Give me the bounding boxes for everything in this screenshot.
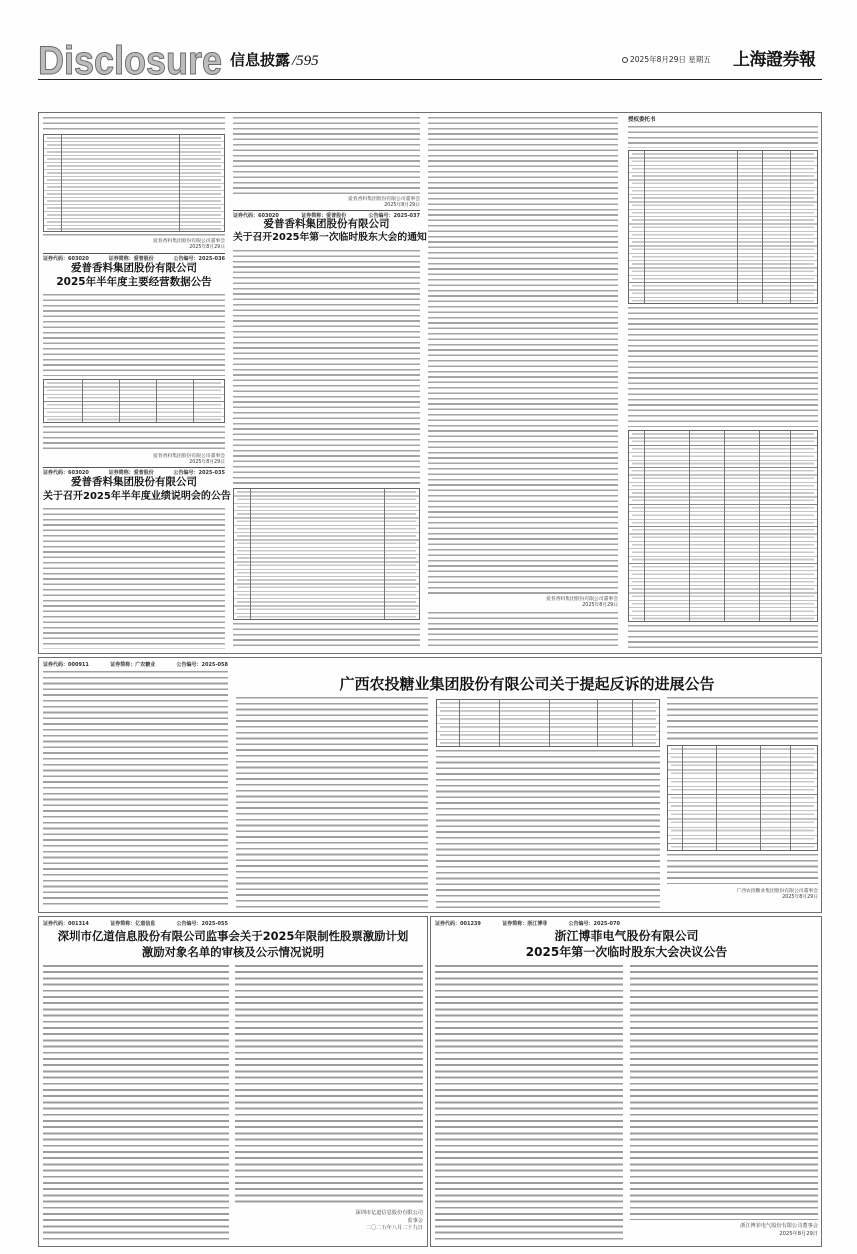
table-column-line [644,151,645,303]
table-column-line [790,151,791,303]
announcement-divider [233,210,420,211]
table-column-line [193,380,194,422]
signature [233,197,420,209]
announcement-title: 关于召开2025年第一次临时股东大会的通知 [233,232,427,243]
signature-date: 2025年8月29日 [779,1230,818,1237]
masthead-rule [38,79,822,80]
table-column-line [82,380,83,422]
signature-board: 浙江博菲电气股份有限公司董事会 [740,1223,818,1229]
table-column-line [499,700,500,746]
body-text [436,750,660,908]
issue-date [622,55,711,65]
body-text [435,965,623,1243]
table-column-line [250,489,251,619]
table-column-line [737,151,738,303]
signature-board: 广西农投糖业集团股份有限公司董事会 [736,889,818,894]
data-table [436,699,660,747]
notice-number: 公告编号：2025-036 [173,256,225,262]
announcement-company: 爱普香料集团股份有限公司 [71,262,197,274]
signature [43,239,225,251]
announcement-title: 关于召开2025年半年度业绩说明会的公告 [43,491,231,502]
data-table [667,745,818,851]
body-text [233,250,420,486]
stock-short-name: 证券简称：爱普股份 [108,470,154,476]
announcement-divider [43,253,225,254]
signature [667,889,818,901]
signature-board: 监事会 [407,1217,423,1224]
notice-number: 公告编号：2025-037 [368,213,420,219]
body-text [43,508,225,649]
stock-code: 证券代码：603020 [43,470,89,476]
signature-board: 爱普香料集团股份有限公司董事会 [153,239,225,244]
stock-code: 证券代码：001314 [43,921,89,927]
section-title [230,51,319,70]
signature-date: 2025年8月29日 [189,245,225,251]
body-text [628,126,818,148]
body-text [628,307,818,427]
issue-date-text: 2025年8月29日 星期五 [630,55,711,64]
signature-board: 爱普香料集团股份有限公司董事会 [348,197,420,202]
stock-short-name: 证券简称：浙江博菲 [502,921,548,927]
signature-board: 爱普香料集团股份有限公司董事会 [546,597,618,602]
body-text [43,117,225,132]
body-text [630,965,818,1220]
table-column-line [156,380,157,422]
body-text [235,965,423,1207]
body-text [233,623,420,649]
notice-number: 公告编号：2025-070 [568,921,620,927]
stock-code: 证券代码：603020 [43,256,89,262]
body-text [236,697,428,908]
announcement-company: 爱普香料集团股份有限公司 [71,476,197,488]
stock-short-name: 证券简称：广农糖业 [110,662,156,668]
announcement-title: 广西农投糖业集团股份有限公司关于提起反诉的进展公告 [339,675,715,693]
body-text [628,625,818,649]
table-column-line [119,380,120,422]
proxy-form-title: 授权委托书 [628,117,656,123]
table-column-line [459,700,460,746]
table-column-line [790,431,791,621]
stock-short-name: 证券简称：亿道信息 [110,921,156,927]
signature-date: 2025年8月29日 [582,603,618,609]
body-text [43,294,225,376]
table-column-line [61,135,62,231]
stock-code: 证券代码：603020 [233,213,279,219]
table-column-line [549,700,550,746]
table-column-line [724,431,725,621]
data-table [43,134,225,232]
announcement-title-line1: 深圳市亿道信息股份有限公司监事会关于2025年限制性股票激励计划 [57,929,409,943]
table-column-line [760,746,761,850]
data-table [628,150,818,304]
table-column-line [790,746,791,850]
table-column-line [716,746,717,850]
disclosure-logo: Disclosure [38,39,223,83]
date-bullet-icon [622,57,628,63]
signature-date: 二〇二五年八月二十九日 [365,1225,423,1231]
notice-number: 公告编号：2025-058 [176,662,228,668]
stock-code-line [43,921,228,927]
announcement-title-line2: 激励对象名单的审核及公示情况说明 [141,945,325,959]
announcement-title: 2025年半年度主要经营数据公告 [56,276,212,288]
body-text [43,965,229,1243]
data-table [628,430,818,622]
announcement-divider [43,467,225,468]
signature [630,1223,818,1238]
body-text [667,697,818,742]
body-text [428,612,618,649]
data-table [43,379,225,423]
body-text [43,234,225,238]
newspaper-masthead: 上海證券報 [733,50,816,70]
body-text [667,854,818,884]
table-column-line [762,151,763,303]
table-column-line [644,431,645,621]
stock-code: 证券代码：001239 [435,921,481,927]
signature-board: 爱普香料集团股份有限公司董事会 [153,454,225,459]
stock-code: 证券代码：000911 [43,662,89,668]
table-column-line [689,431,690,621]
table-column-line [632,700,633,746]
signature-date: 2025年8月29日 [782,895,818,901]
table-column-line [384,489,385,619]
table-column-line [682,746,683,850]
stock-code-line [43,662,228,668]
notice-number: 公告编号：2025-035 [173,470,225,476]
section-name: 信息披露 [230,51,291,69]
signature-date: 2025年8月29日 [189,460,225,466]
announcement-company: 爱普香料集团股份有限公司 [263,218,390,230]
signature-company: 深圳市亿道信息股份有限公司 [355,1210,423,1216]
signature [43,454,225,466]
body-text [233,117,420,195]
table-column-line [597,700,598,746]
notice-number: 公告编号：2025-055 [176,921,228,927]
table-column-line [759,431,760,621]
announcement-title-line2: 2025年第一次临时股东大会决议公告 [525,945,728,959]
signature [428,597,618,609]
data-table [233,488,420,620]
announcement-title-line1: 浙江博菲电气股份有限公司 [554,929,699,943]
page-number: /595 [292,53,319,69]
body-text [43,671,228,908]
table-column-line [179,135,180,231]
signature-date: 2025年8月29日 [384,203,420,209]
signature [235,1210,423,1233]
body-text [428,117,618,595]
stock-short-name: 证券简称：爱普股份 [301,213,347,219]
stock-short-name: 证券简称：爱普股份 [108,256,154,262]
body-text [43,426,225,452]
stock-code-line [435,921,620,927]
